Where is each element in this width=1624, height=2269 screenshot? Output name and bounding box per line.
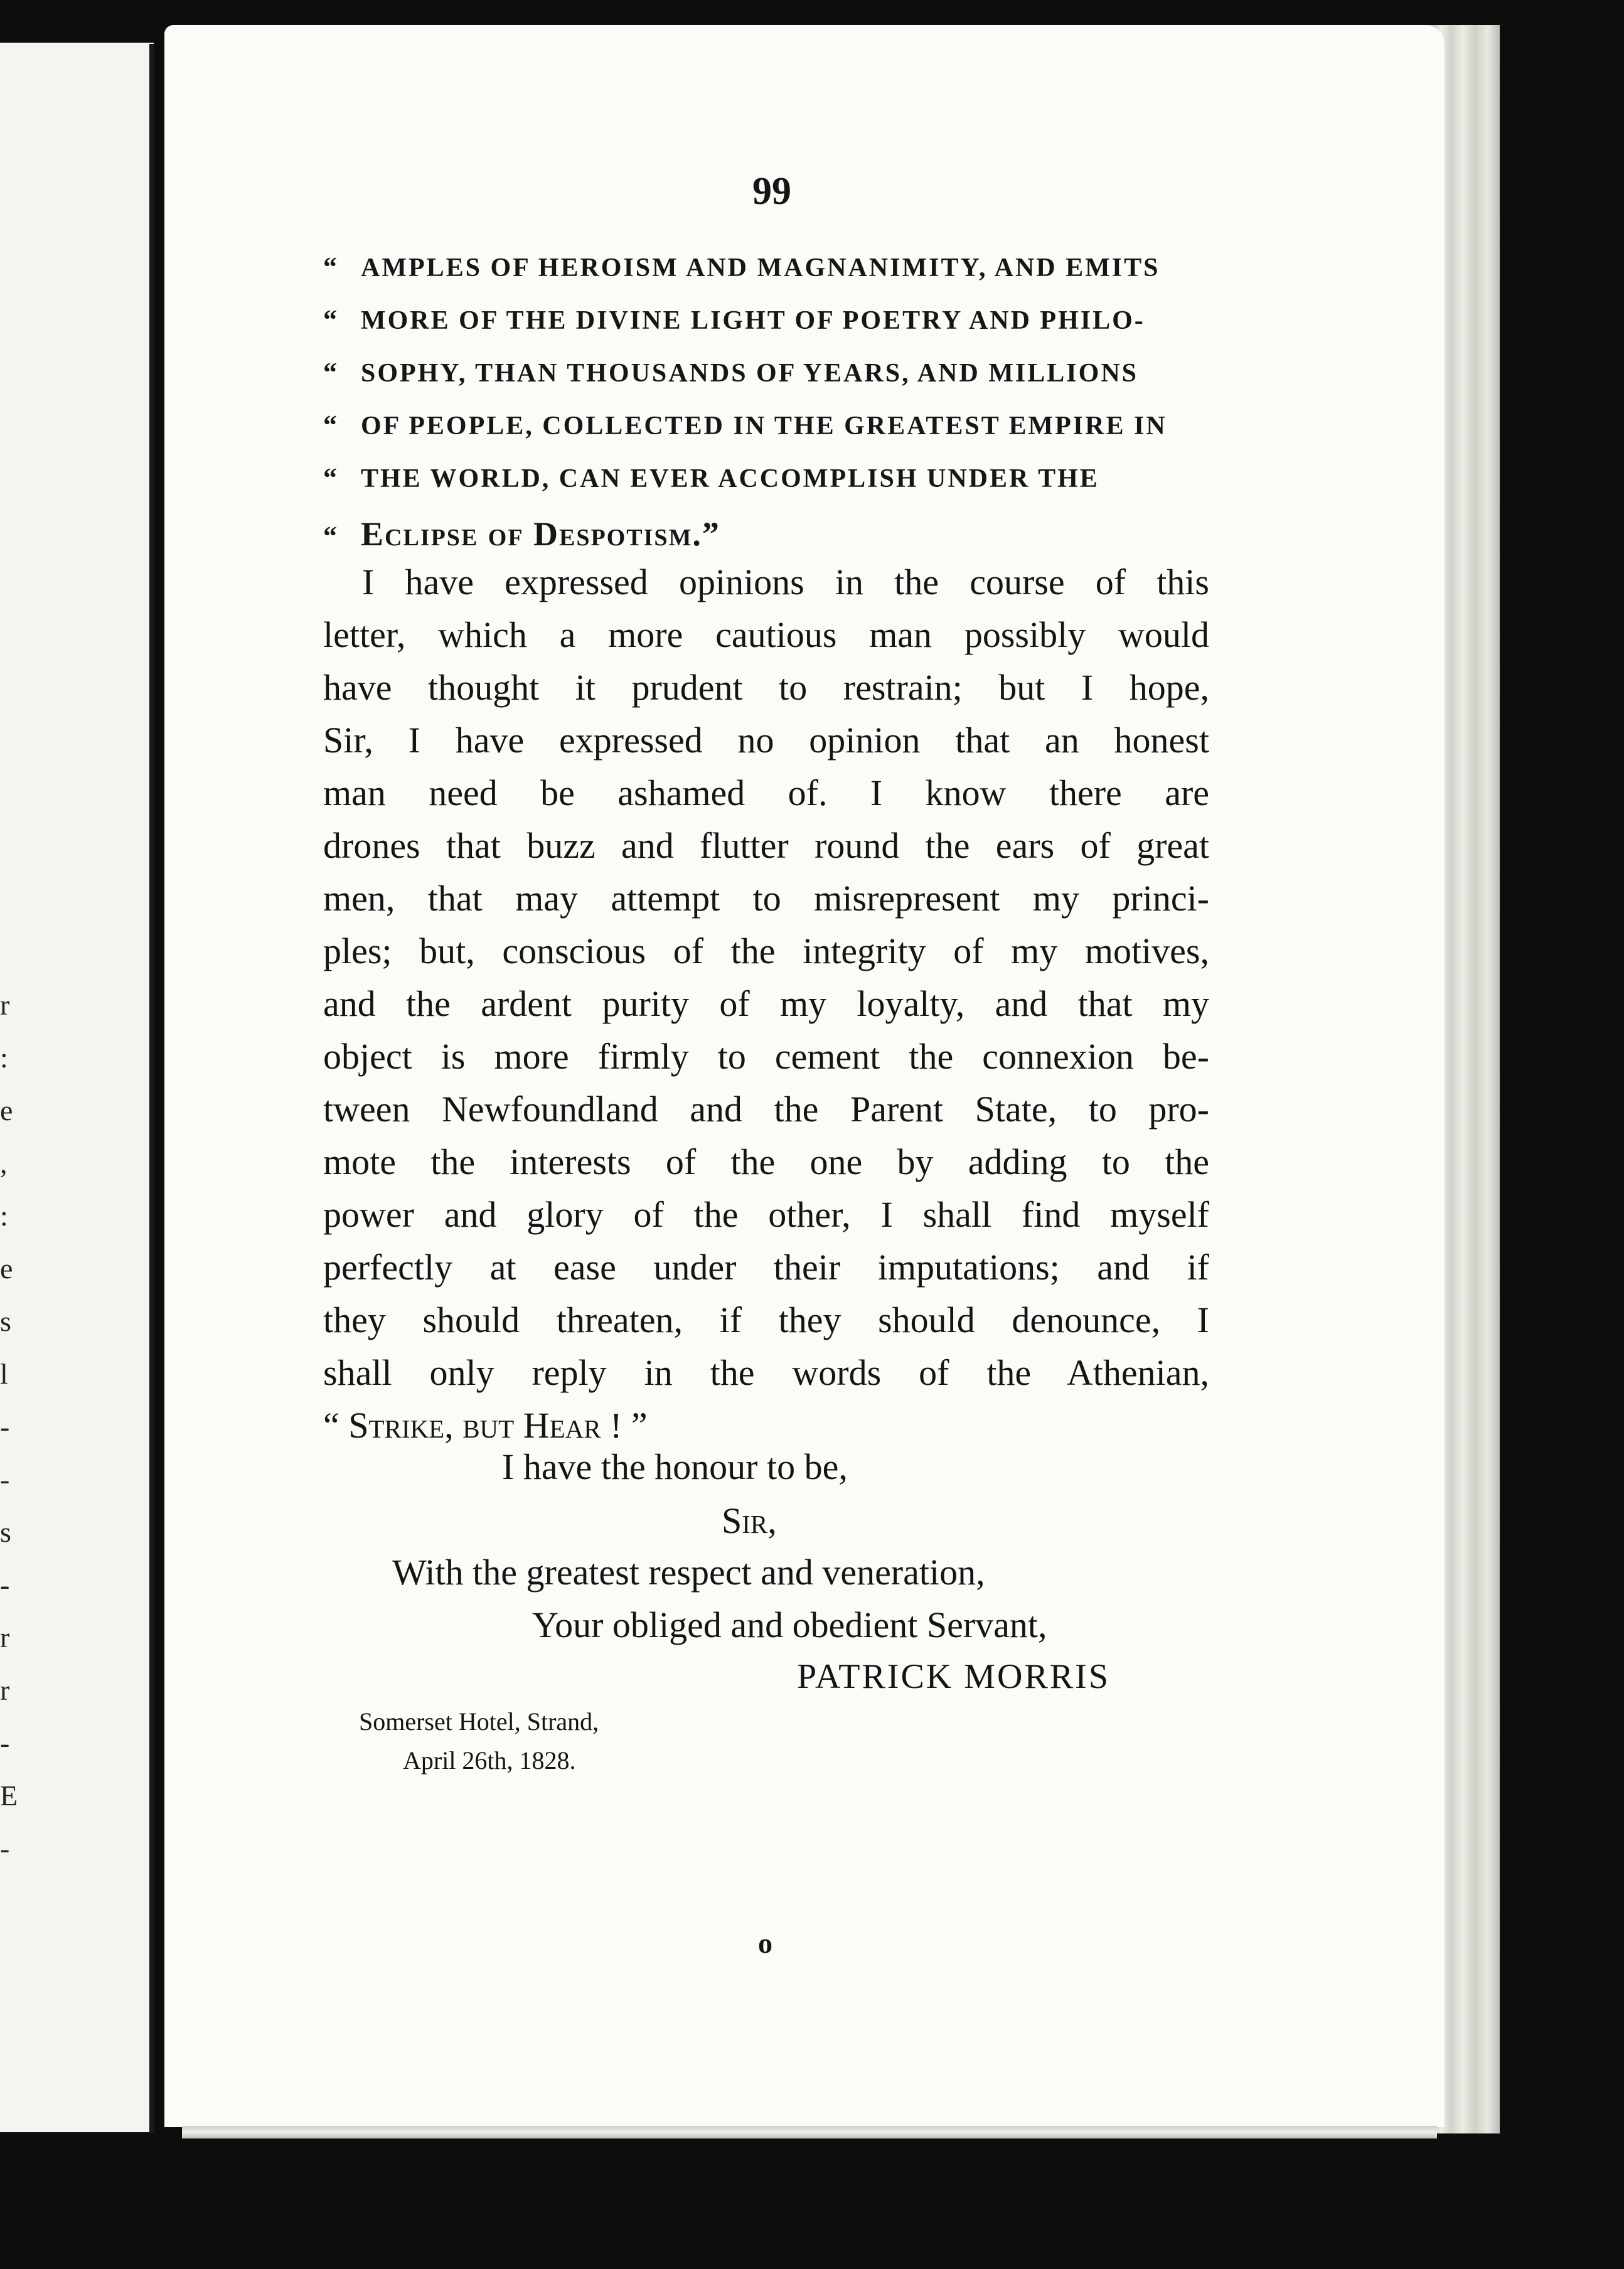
body-line: man need be ashamed of. I know there are xyxy=(323,772,1209,813)
left-fragment: - xyxy=(0,1463,10,1495)
closing-honour: I have the honour to be, xyxy=(502,1446,848,1487)
quote-mark: “ xyxy=(323,252,339,282)
left-fragment: - xyxy=(0,1832,10,1864)
signature-name: PATRICK MORRIS xyxy=(797,1657,1110,1696)
left-fragment: e xyxy=(0,1094,13,1126)
page-bottom-edge xyxy=(182,2126,1437,2138)
left-fragment: - xyxy=(0,1569,10,1601)
body-line: I have expressed opinions in the course of this xyxy=(362,562,1209,602)
left-fragment: - xyxy=(0,1411,10,1443)
body-line: have thought it prudent to restrain; but I hope, xyxy=(323,667,1209,708)
left-fragment: s xyxy=(0,1516,11,1548)
left-fragment: r xyxy=(0,1621,10,1653)
quote-line xyxy=(323,356,1214,409)
closing-servant: Your obliged and obedient Servant, xyxy=(532,1604,1047,1645)
quote-mark: “ xyxy=(323,357,339,388)
dateline-date: April 26th, 1828. xyxy=(403,1746,576,1775)
left-fragment: e xyxy=(0,1252,13,1284)
left-fragment: E xyxy=(0,1780,18,1812)
left-page-edge xyxy=(149,44,154,2133)
quote-mark: “ xyxy=(323,410,339,440)
left-fragment: - xyxy=(0,1727,10,1759)
signature-mark: o xyxy=(758,1927,772,1959)
left-fragment: : xyxy=(0,1042,8,1074)
left-fragment: s xyxy=(0,1305,11,1337)
page-number: 99 xyxy=(752,170,791,213)
closing-respect: With the greatest respect and veneration, xyxy=(392,1552,985,1593)
quote-mark: “ xyxy=(323,521,339,552)
left-fragment: : xyxy=(0,1200,8,1232)
left-fragment: r xyxy=(0,989,10,1021)
quote-line xyxy=(323,304,1214,356)
quotation-block xyxy=(323,251,1214,567)
quote-line-text: AMPLES OF HEROISM AND MAGNANIMITY, AND EMITS xyxy=(361,254,1160,282)
quote-line xyxy=(323,462,1214,515)
quote-line xyxy=(323,251,1214,304)
left-fragment: r xyxy=(0,1674,10,1706)
body-line: drones that buzz and flutter round the ears of great xyxy=(323,825,1209,866)
body-line: “ Strike, but Hear ! ” xyxy=(323,1405,648,1446)
closing-salutation: Sir, xyxy=(722,1500,777,1541)
quote-line-text: THE WORLD, CAN EVER ACCOMPLISH UNDER THE xyxy=(361,464,1099,493)
body-line: Sir, I have expressed no opinion that an honest xyxy=(323,720,1209,761)
body-line: shall only reply in the words of the Athenian, xyxy=(323,1352,1209,1393)
left-fragment: l xyxy=(0,1358,8,1390)
quote-mark: “ xyxy=(323,462,339,493)
quote-line-text: OF PEOPLE, COLLECTED IN THE GREATEST EMPIRE IN xyxy=(361,412,1167,440)
quote-line-text: SOPHY, THAN THOUSANDS OF YEARS, AND MILLIONS xyxy=(361,359,1139,388)
body-line: men, that may attempt to misrepresent my princi- xyxy=(323,878,1209,919)
body-line: they should threaten, if they should denounce, I xyxy=(323,1300,1209,1340)
quote-line-text: Eclipse of Despotism.” xyxy=(361,515,720,553)
body-paragraph xyxy=(323,556,1209,1452)
quote-line xyxy=(323,409,1214,462)
quote-line-text: MORE OF THE DIVINE LIGHT OF POETRY AND PHILO- xyxy=(361,306,1145,335)
left-fragment: , xyxy=(0,1147,8,1179)
body-line: perfectly at ease under their imputations; and if xyxy=(323,1247,1209,1288)
body-line: power and glory of the other, I shall find myself xyxy=(323,1194,1209,1235)
body-line: object is more firmly to cement the connexion be- xyxy=(323,1036,1209,1077)
body-line: letter, which a more cautious man possibly would xyxy=(323,614,1209,655)
left-page-fragments xyxy=(0,979,25,1875)
quote-mark: “ xyxy=(323,304,339,335)
body-line: mote the interests of the one by adding to the xyxy=(323,1141,1209,1182)
body-line: ples; but, conscious of the integrity of my motives, xyxy=(323,931,1209,971)
body-line: and the ardent purity of my loyalty, and that my xyxy=(323,983,1209,1024)
dateline-place: Somerset Hotel, Strand, xyxy=(359,1707,599,1736)
body-line: tween Newfoundland and the Parent State, to pro- xyxy=(323,1089,1209,1129)
